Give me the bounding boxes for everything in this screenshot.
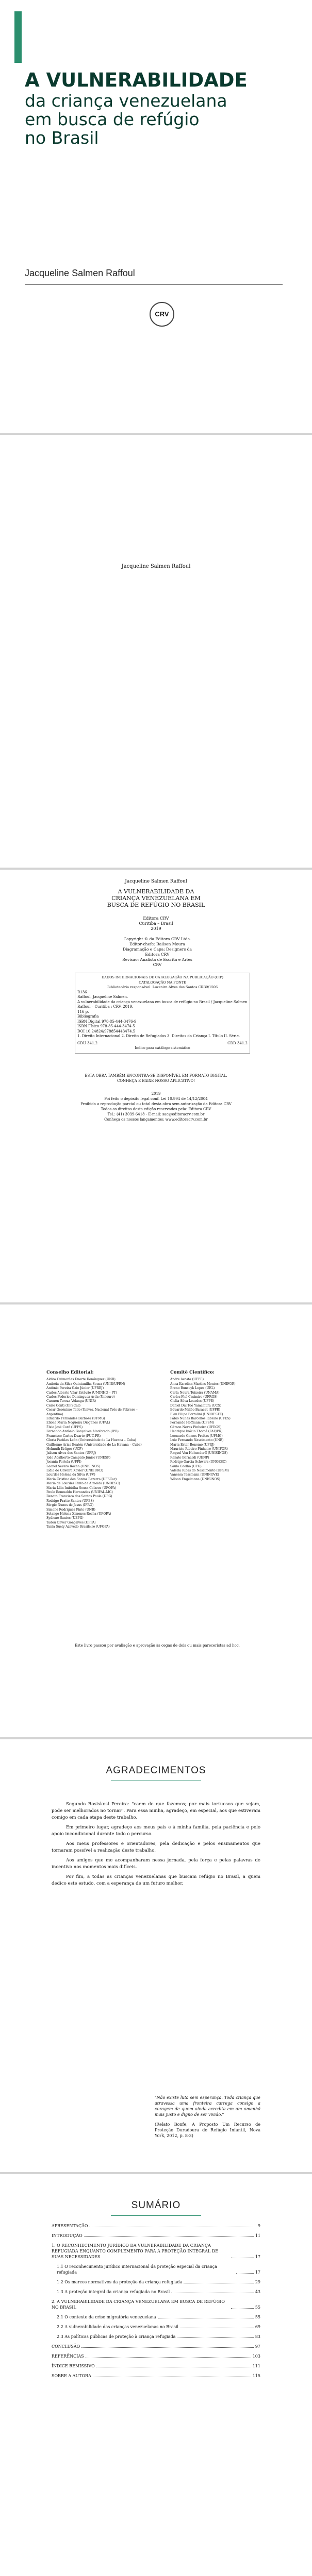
cataloging-line: Bibliografia	[77, 1014, 99, 1019]
council-member: Elione Maria Nogueira Diogenes (UFAL)	[46, 1421, 110, 1425]
digital-notice	[0, 1073, 312, 1083]
paragraph: Por fim, a todas as crianças venezuelanas que buscam refúgio no Brasil, a quem dedico este estudo, com a esperança de um futuro melhor.	[52, 1874, 260, 1886]
footer-line: Tel.: (41) 3039-6418 - E-mail: sac@editoracrv.com.br	[107, 1112, 205, 1116]
council-member: Carlos Fiol Casimiro (UFRGS)	[170, 1395, 218, 1399]
council-member: Andréia da Silva Quintanilha Sousa (UNIR/UFRN)	[46, 1382, 125, 1386]
council-member: Jailson Alves dos Santos (UFRJ)	[46, 1451, 96, 1455]
council-member: Simone Rodrigues Pinto (UNB)	[46, 1507, 95, 1512]
cataloging-line: 1. Direito Internacional 2. Direito de Refugiados 3. Direitos da Criança I. Título II. Série.	[77, 1034, 240, 1038]
toc-leader-dots	[236, 2273, 254, 2274]
council-member: Clelia Silva Lourdes (UFPE)	[170, 1399, 215, 1403]
copyright-footer	[0, 1091, 312, 1122]
toc-entry[interactable]	[52, 2279, 260, 2285]
toc-leader-dots	[81, 2347, 254, 2348]
toc-entry[interactable]	[52, 2363, 260, 2369]
paragraph: Segundo Rosiskosl Pereira: "caem de que fazemos; por mais tortuosos que sejam, pode ser melhorados no tornar". Para essa minha, agradeço, em especial, aos que estiveram comigo em cada etapa deste trabalho.	[52, 1802, 260, 1820]
scientific-committee	[170, 1370, 278, 1482]
credit-line: Copyright © da Editora CRV Ltda.	[123, 937, 191, 941]
council-member: Luiz Fernando Nascimento (UNB)	[170, 1438, 224, 1443]
cover-title: A VULNERABILIDADE	[25, 69, 248, 91]
acknowledgements-heading: AGRADECIMENTOS	[106, 1765, 206, 1776]
council-member: Guillermo Arias Beatón (Universidade de La Havana – Cuba)	[46, 1443, 142, 1447]
toc-entry[interactable]	[52, 2373, 260, 2379]
cover-author: Jacqueline Salmen Raffoul	[25, 268, 135, 278]
cataloging-title: DADOS INTERNACIONAIS DE CATALOGAÇÃO NA PUBLICAÇÃO (CIP)	[101, 975, 224, 979]
toc-entry[interactable]	[52, 2334, 260, 2340]
toc-entry[interactable]	[52, 2264, 260, 2275]
council-member: Maria Ester Bonomo (UFRJ)	[170, 1443, 215, 1447]
council-member: Fábio Nunes Barcellos Ribeiro (UFES)	[170, 1417, 231, 1421]
council-member: Solange Helena Ximenes-Rocha (UFOPA)	[46, 1512, 111, 1516]
council-member: Elan Filipe Bortolini (UNIOESTE)	[170, 1412, 223, 1416]
council-member: Maria de Lourdes Pinto de Almeida (UNOESC)	[46, 1482, 120, 1486]
toc-entry-label: 2.1 O contexto da crise migratória venezuelana	[57, 2315, 156, 2319]
council-member: Henrique Inácio Thomé (FAE/PR)	[170, 1430, 223, 1434]
toc-entry[interactable]	[52, 2344, 260, 2349]
editorial-council	[46, 1370, 155, 1530]
toc-entry-page: 17	[255, 2270, 260, 2275]
council-member: Josania Portela (UFPI)	[46, 1460, 81, 1464]
council-member: Lourdes Helena da Silva (UFV)	[46, 1473, 95, 1477]
toc-entry-label: 1. O RECONHECIMENTO JURÍDICO DA VULNERABILIDADE DA CRIANÇA REFUGIADA ENQUANTO COMPLEMENTO PARA A PROTEÇÃO INTEGRAL DE SUAS NECESSIDADES	[52, 2243, 219, 2259]
title-line: A VULNERABILIDADE DA	[118, 888, 194, 895]
council-member: Carlos Alberto Vilar Estêvão (UMINHO – PT)	[46, 1391, 117, 1395]
council-member: Wilson Engelmann (UNISINOS)	[170, 1477, 220, 1481]
title-page-imprint	[0, 916, 312, 931]
halftitle-author: Jacqueline Salmen Raffoul	[121, 564, 191, 569]
toc-entry-page: 115	[252, 2374, 260, 2378]
toc-heading: SUMÁRIO	[131, 2200, 181, 2211]
classification-row	[77, 1041, 248, 1046]
toc-entry[interactable]	[52, 2289, 260, 2295]
toc-entry-page: 83	[255, 2334, 260, 2339]
paragraph: Aos amigos que me acompanharam nessa jornada, pela força e pelas palavras de incentivo nos momentos mais difíceis.	[52, 1858, 260, 1870]
council-member: Aldira Guimarães Duarte Domínguez (UNB)	[46, 1378, 116, 1382]
peer-review-note: Este livro passou por avaliação e aprovação às cegas de dois ou mais pareceristas ad hoc.	[75, 1643, 240, 1648]
cataloging-line: 116 p.	[77, 1009, 89, 1014]
table-of-contents-page	[0, 2174, 312, 2576]
notice-line: CONHEÇA E BAIXE NOSSO APLICATIVO!	[117, 1079, 195, 1083]
council-member: Daniel Dal Toé Yamamura (UCS)	[170, 1403, 222, 1408]
council-page	[0, 1304, 312, 1737]
credit-line: Revisão: Analista de Escrita e Artes CRV	[122, 957, 192, 967]
council-member: Gérson Neves Pinheiro (UFRGS)	[170, 1425, 222, 1429]
toc-entry-label: 2.3 As políticas públicas de proteção à criança refugiada	[57, 2334, 176, 2339]
council-member: Fernando Antônio Gonçalves Alcoforado (IPB)	[46, 1430, 119, 1434]
toc-entry-label: 1.1 O reconhecimento jurídico internacional da proteção especial da criança refugiada	[57, 2264, 217, 2275]
council-member: Raquel Von Hohendorff (UNISINOS)	[170, 1451, 228, 1455]
council-member: Francisco Carlos Duarte (PUC-PR)	[46, 1434, 101, 1438]
credits-block	[119, 937, 196, 968]
cataloging-line: R136	[77, 990, 87, 994]
council-member: Fernando Hoffmam (UFSM)	[170, 1421, 215, 1425]
footer-line: Todos os direitos desta edição reservados pela: Editora CRV	[101, 1107, 211, 1111]
heading-rule	[111, 2215, 201, 2216]
cdu-code: CDU 341.2	[77, 1041, 98, 1045]
title-line: CRIANÇA VENEZUELANA EM	[111, 895, 201, 902]
council-member: Eduardo Milléo Baracat (UFPR)	[170, 1408, 221, 1412]
toc-entry[interactable]	[52, 2299, 260, 2310]
cover-accent-bar	[14, 11, 22, 63]
toc-entry-page: 9	[257, 2224, 260, 2228]
cover-subtitle-line: da criança venezuelana	[25, 91, 227, 111]
credit-line: Diagramação e Capa: Designers da Editora CRV	[123, 947, 192, 957]
council-member: Sérgio Nunes de Jesus (IFRO)	[46, 1503, 94, 1507]
epigraph-quote: "Não existe luta sem esperança. Toda criança que atravessa uma fronteira carrega consigo a coragem de quem ainda acredita em um amanhã mais justo e digno de ser vivido."	[155, 2095, 260, 2117]
council-member: Renato Bernardi (UENP)	[170, 1455, 209, 1460]
cataloging-line: ISBN Físico 978-85-444-3474-5	[77, 1024, 135, 1028]
council-member: Andre Acosta (UFPE)	[170, 1378, 204, 1382]
toc-entry-label: CONCLUSÃO	[52, 2344, 80, 2349]
toc-leader-dots	[231, 2308, 254, 2309]
council-member: Renato Francisco dos Santos Paula (UFG)	[46, 1495, 112, 1499]
council-member: Leonardo Gomes Freitas (UFMG)	[170, 1434, 223, 1438]
council-member: Carlos Federico Dominguez Avila (Unieuro)	[46, 1395, 115, 1399]
toc-entry-page: 11	[255, 2233, 260, 2238]
publisher-name: Editora CRV	[143, 916, 169, 921]
notice-line: ESTA OBRA TAMBÉM ENCONTRA-SE DISPONÍVEL EM FORMATO DIGITAL.	[85, 1074, 227, 1078]
council-member: Tania Suely Azevedo Brasileiro (UFOPA)	[46, 1525, 110, 1529]
title-line: BUSCA DE REFÚGIO NO BRASIL	[107, 902, 205, 908]
toc-entry-label: REFERÊNCIAS	[52, 2354, 84, 2359]
toc-entry[interactable]	[52, 2314, 260, 2320]
council-member: Saulo Coelho (UFG)	[170, 1464, 202, 1468]
toc-entry[interactable]	[52, 2223, 260, 2229]
publisher-logo-icon: CRV	[150, 302, 174, 327]
cataloging-librarian: Bibliotecária responsável: Luzenira Alves dos Santos CRB9/1506	[107, 985, 218, 989]
publication-year: 2019	[151, 926, 161, 931]
toc-entry-label: 1.2 Os marcos normativos da proteção da criança refugiada	[57, 2280, 183, 2284]
cover-subtitle	[25, 92, 293, 147]
editorial-council-title: Conselho Editorial:	[46, 1370, 94, 1375]
toc-entry[interactable]	[52, 2243, 260, 2260]
toc-entry-label: INTRODUÇÃO	[52, 2233, 83, 2238]
cataloging-line: A vulnerabilidade da criança venezuelana em busca de refúgio no Brasil / Jacqueline Salmen Raffoul – Curitiba : CRV, 2019.	[77, 999, 248, 1009]
toc-entry-page: 55	[255, 2315, 260, 2319]
council-member: Breno Bunsuyk Lopes (UEL)	[170, 1386, 215, 1391]
scientific-committee-title: Comitê Científico:	[170, 1370, 215, 1375]
council-member: Mauricio Ribeiro Pinheiro (UNIFOR)	[170, 1447, 228, 1451]
half-title-page	[0, 435, 312, 868]
council-member: Antônio Pereira Gaio Júnior (UFRRJ)	[46, 1386, 104, 1391]
title-page-author: Jacqueline Salmen Raffoul	[125, 879, 187, 884]
council-member: Valéria Ribas do Nascimento (UFSM)	[170, 1468, 229, 1472]
credit-line: Editor-chefe: Railson Moura	[129, 942, 185, 946]
toc-leader-dots	[84, 2236, 254, 2237]
council-member: Vanessa Tessmann (UNINOVE)	[170, 1473, 219, 1477]
council-member: Celso Conti (UFSCar)	[46, 1403, 81, 1408]
council-member: Maria Lília Imbiriba Sousa Colares (UFOPA)	[46, 1486, 117, 1490]
cover-divider	[25, 284, 283, 285]
toc-entry-page: 17	[255, 2255, 260, 2259]
paragraph: Aos meus professores e orientadores, pela dedicação e pelos ensinamentos que tornaram possível a realização deste trabalho.	[52, 1841, 260, 1853]
council-member: João Adalberto Campato Junior (UNESP)	[46, 1455, 111, 1460]
toc-entry-label: 2.2 A vulnerabilidade das crianças venezuelanas no Brasil	[57, 2325, 178, 2329]
title-page-title	[0, 888, 312, 908]
council-member: Lídia de Oliveira Xavier (UNIEURO)	[46, 1468, 104, 1472]
council-member: Carmen Tereza Velanga (UNIR)	[46, 1399, 96, 1403]
council-member: Maria Cristina dos Santos Bezerra (UFSCar)	[46, 1477, 117, 1481]
cover-subtitle-line: em busca de refúgio	[25, 109, 200, 129]
toc-entry-label: ÍNDICE REMISSIVO	[52, 2364, 95, 2368]
council-member: Leonel Severo Rocha (UNISINOS)	[46, 1464, 101, 1468]
council-member: Rodrigo Garcia Schwarz (UNOESC)	[170, 1460, 227, 1464]
cataloging-box	[75, 973, 250, 1054]
toc-entry-page: 55	[255, 2305, 260, 2310]
cataloging-line: DOI 10.24824/978854443474.5	[77, 1029, 136, 1033]
cataloging-subtitle: CATALOGAÇÃO NA FONTE	[139, 980, 186, 985]
toc-list	[52, 2223, 260, 2383]
copyright-page	[0, 870, 312, 1302]
toc-entry-page: 103	[252, 2354, 260, 2359]
council-member: Helmuth Krüger (UCP)	[46, 1447, 83, 1451]
cdd-code: CDD 341.2	[227, 1041, 248, 1045]
toc-entry-page: 111	[252, 2364, 260, 2368]
toc-entry-label: 1.3 A proteção integral da criança refugiada no Brasil	[57, 2290, 170, 2294]
toc-entry-label: SOBRE A AUTORA	[52, 2374, 91, 2378]
footer-line: Foi feito o depósito legal conf. Lei 10.994 de 14/12/2004	[104, 1097, 208, 1101]
publisher-city: Curitiba – Brasil	[139, 921, 173, 926]
council-member: Tadeu Oliver Gonçalves (UFPA)	[46, 1520, 96, 1524]
scientific-committee-list	[170, 1378, 278, 1482]
council-member: Anna Karolina Martins Montes (UNIFOR)	[170, 1382, 236, 1386]
footer-line: 2019	[151, 1092, 161, 1096]
toc-entry[interactable]	[52, 2353, 260, 2359]
council-member: Cesar Gerónimo Tello (Univer. Nacional Três de Febrero – Argentina)	[46, 1408, 138, 1416]
epigraph	[155, 2095, 260, 2139]
toc-leader-dots	[177, 2337, 253, 2338]
council-member: Rodrigo Pratte-Santos (UFES)	[46, 1499, 94, 1503]
toc-entry-page: 43	[255, 2290, 260, 2294]
cover-subtitle-line: no Brasil	[25, 128, 99, 148]
council-member: Eduardo Fernandes Barbosa (UFMG)	[46, 1417, 105, 1421]
index-note: Índice para catálogo sistemático	[135, 1046, 190, 1050]
toc-leader-dots	[86, 2357, 251, 2358]
toc-entry-page: 29	[255, 2280, 260, 2284]
toc-entry-label: APRESENTAÇÃO	[52, 2224, 88, 2228]
toc-entry-label: 2. A VULNERABILIDADE DA CRIANÇA VENEZUELANA EM BUSCA DE REFÚGIO NO BRASIL	[52, 2299, 225, 2310]
epigraph-source: (Relato Bonfe, A Proposto Um Recurso de Proteção Duradoura de Refúgio Infantil, Nova York, 2012, p. 8-3)	[155, 2122, 260, 2138]
paragraph: Em primeiro lugar, agradeço aos meus pais e à minha família, pela paciência e pelo apoio incondicional durante todo o percurso.	[52, 1825, 260, 1837]
council-member: Gloria Fariñas León (Universidade de La Havana – Cuba)	[46, 1438, 136, 1443]
toc-entry-page: 69	[255, 2325, 260, 2329]
footer-line: Conheça os nossos lançamentos: www.editoracrv.com.br	[104, 1117, 208, 1122]
council-member: Paulo Romualdo Hernandes (UNIFAL-MG)	[46, 1490, 113, 1494]
book-cover	[0, 0, 312, 433]
council-member: Carla Noura Teixeira (UNAMA)	[170, 1391, 220, 1395]
acknowledgements-page	[0, 1739, 312, 2172]
toc-entry-page: 97	[255, 2344, 260, 2349]
council-member: Sydione Santos (UEPG)	[46, 1516, 84, 1520]
cataloging-line: ISBN Digital 978-85-444-3476-9	[77, 1019, 137, 1024]
toc-entry[interactable]	[52, 2324, 260, 2330]
council-member: Élsio José Corá (UFFS)	[46, 1425, 83, 1429]
toc-entry[interactable]	[52, 2233, 260, 2239]
editorial-council-list	[46, 1378, 155, 1529]
footer-line: Proibida a reprodução parcial ou total desta obra sem autorização da Editora CRV	[80, 1102, 232, 1106]
cataloging-line: Raffoul, Jacqueline Salmen.	[77, 995, 128, 999]
acknowledgements-body	[52, 1801, 260, 1890]
